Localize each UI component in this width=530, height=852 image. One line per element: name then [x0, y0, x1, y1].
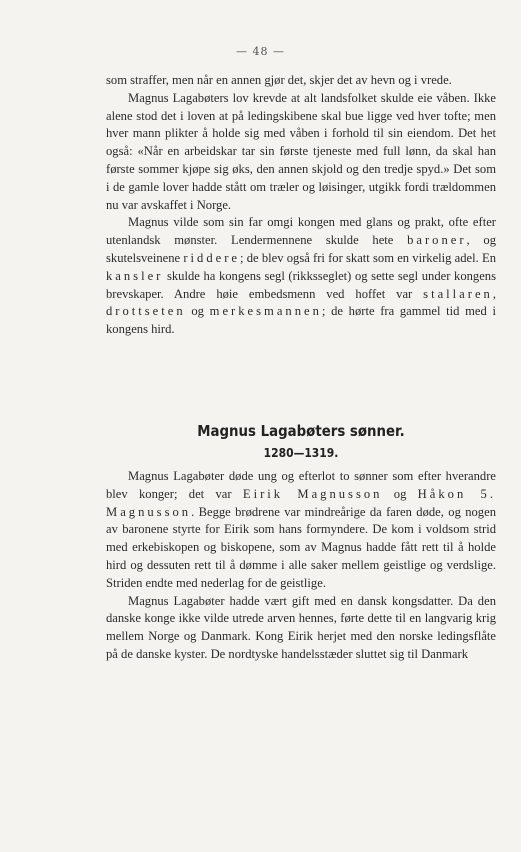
text-run: Magnus vilde som sin far omgi kongen med glans og prakt, ofte efter utenlandsk mønster. Lendermennene skulde hete	[106, 215, 496, 248]
spaced-term: stallaren	[423, 286, 493, 301]
text-run: skulde ha kongens segl (rikksseglet) og sette segl under kongens brevskaper. Andre høie embedsmenn ved hoffet var	[106, 268, 496, 301]
spaced-term: baroner	[407, 233, 467, 248]
section-years: 1280—1319.	[263, 445, 339, 460]
text-run: ; de blev også fri for skatt som en virkelig adel. En	[240, 250, 496, 265]
paragraph	[106, 214, 496, 339]
spaced-term: Eirik Magnusson	[242, 486, 383, 501]
paragraph	[106, 468, 496, 593]
spaced-term: merkesmannen	[209, 304, 322, 319]
paragraph: Magnus Lagabøter hadde vært gift med en dansk kongsdatter. Da den danske konge ikke vilde utrede arven hennes, førte dette til en langvarig krig mellem Norge og Danmark. Kong Eirik herjet med den norske ledingsflåte på de danske kyster. De nordtyske handelsstæder sluttet sig til Danmark	[106, 593, 496, 661]
text-run: ,	[492, 286, 496, 301]
text-run: , og skutelsveinene	[106, 233, 496, 265]
text-block-bottom	[106, 468, 496, 664]
spaced-term: riddere	[183, 250, 241, 265]
paragraph: Magnus Lagabøters lov krevde at alt landsfolket skulde eie våben. Ikke alene stod det i loven at på ledingskibene skal bue ligge ved hver tofte; men hver mann plikter å holde sig med våben i forhold til sin eiendom. Det het også: «Når en arbeidskar tar sin første tjeneste med full lønn, da skal han første sommer kjøpe sig øks, den annen skjold og den tredje spyd.» Det som i de gamle lover hadde stått om træler og løisinger, utgikk fordi trældommen nu var avskaffet i Norge.	[106, 90, 496, 212]
text-run: . Begge brødrene var mindreårige da faren døde, og nogen av baronene styrte for Eirik som hans formyndere. De kom i voldsom strid med erkebiskopen og biskopene, som av Magnus hadde fått rett til å holde hird og dessuten rett til å dømme i alle saker mellem geistlige og verdslige. Striden endte med nederlag for de geistlige.	[106, 504, 496, 590]
paragraph: som straffer, men når en annen gjør det, skjer det av hevn og i vrede.	[106, 73, 452, 87]
text-run: ; de hørte fra gammel tid med i kongens hird.	[106, 304, 497, 337]
text-run: Magnus Lagabøter døde ung og efterlot to sønner som efter hverandre blev konger; det var	[106, 469, 496, 501]
spaced-term: kansler	[106, 268, 164, 283]
text-run: og	[185, 304, 210, 319]
text-block-top	[106, 72, 496, 339]
spaced-term: Håkon 5. Magnusson	[106, 486, 497, 519]
spaced-term: drottseten	[106, 304, 186, 319]
text-run: og	[382, 486, 418, 501]
section-heading: Magnus Lagabøters sønner.	[197, 422, 405, 440]
page-number: — 48 —	[236, 45, 285, 58]
